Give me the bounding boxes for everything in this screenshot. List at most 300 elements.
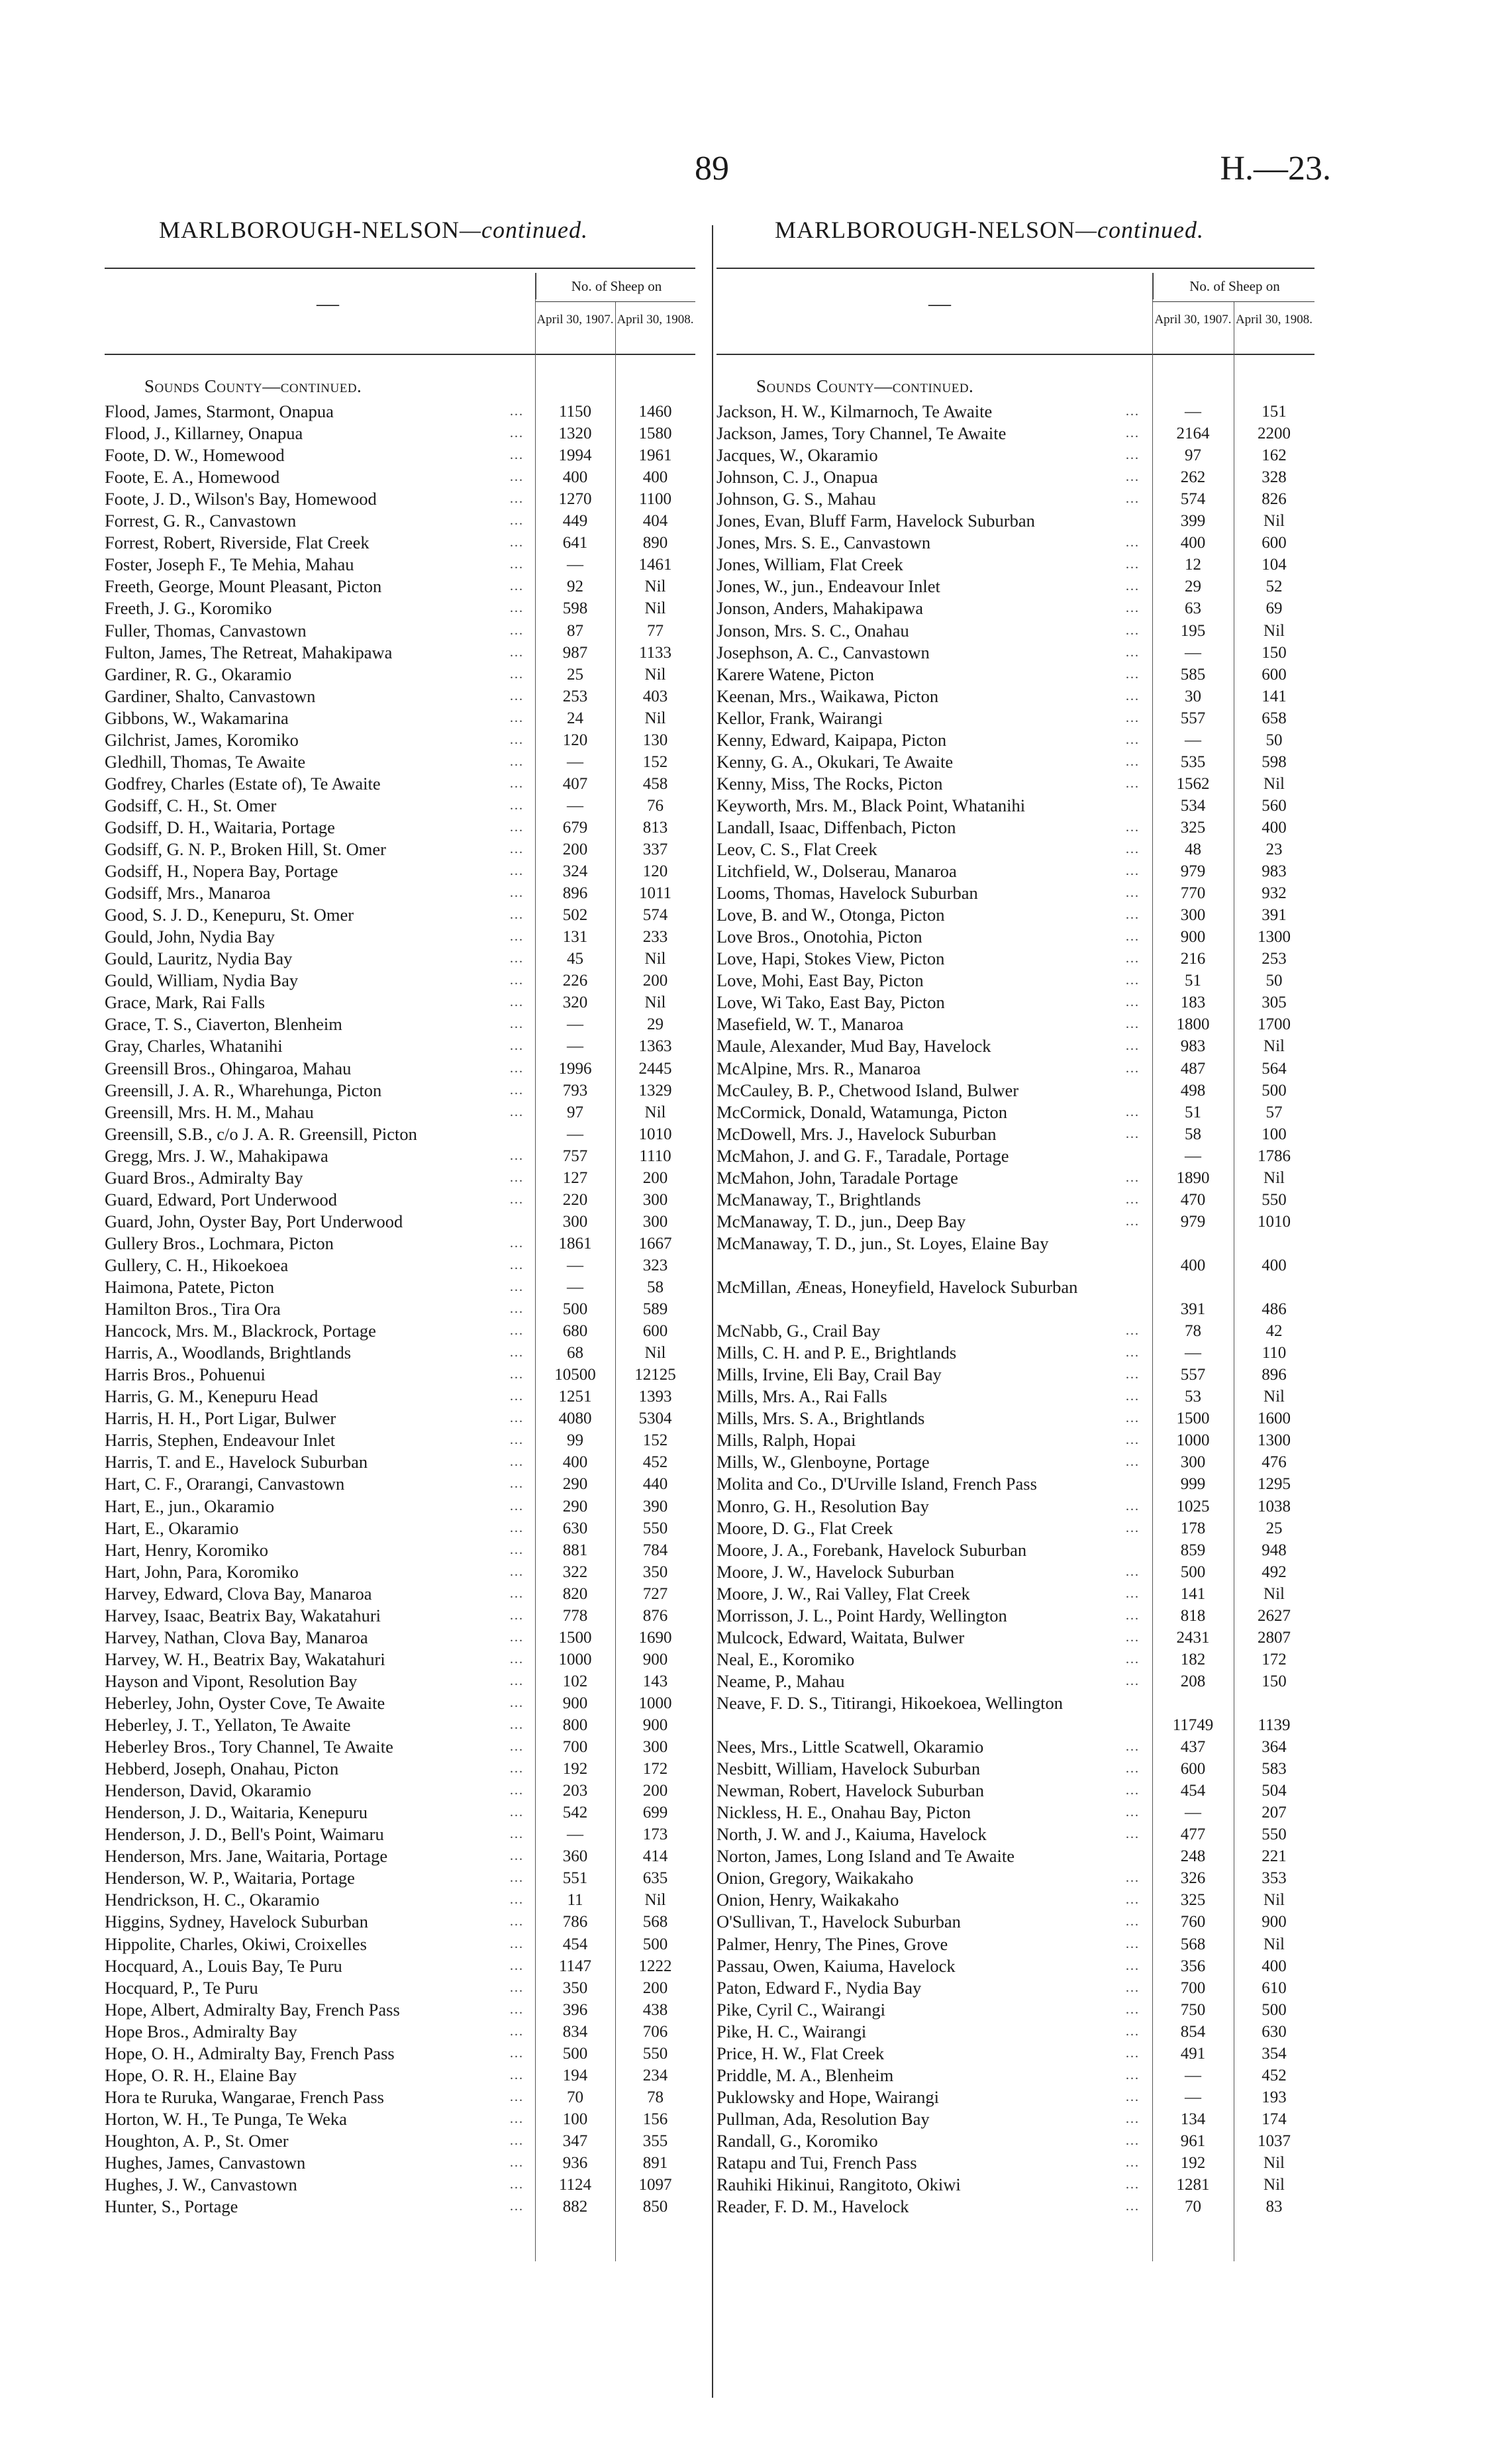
page-reference: H.—23. <box>1220 150 1331 187</box>
sheep-1907: 1500 <box>558 1628 592 1647</box>
sheep-1908: Nil <box>1263 1584 1285 1603</box>
sheep-1908: 583 <box>1262 1760 1287 1778</box>
sheep-1908: 1037 <box>1258 2131 1291 2150</box>
table-row <box>717 1058 1314 1080</box>
leader-dots: ... <box>510 1345 524 1360</box>
leader-dots: ... <box>1126 1761 1140 1776</box>
table-row <box>717 1102 1314 1123</box>
sheep-1908: 350 <box>642 1563 668 1581</box>
leader-dots: ... <box>1126 1039 1140 1054</box>
leader-dots: ... <box>1126 1871 1140 1886</box>
sheep-1908: 983 <box>1262 862 1287 881</box>
table-row <box>717 1670 1314 1692</box>
sheep-1908: 1000 <box>638 1694 672 1712</box>
sheep-1908: 58 <box>647 1278 664 1296</box>
sheep-1907: 1861 <box>558 1234 592 1253</box>
table-row <box>105 1255 695 1276</box>
leader-dots: ... <box>1126 2089 1140 2104</box>
sheep-1907: 131 <box>562 928 588 947</box>
table-row <box>105 664 695 686</box>
table-row <box>717 686 1314 707</box>
holder-name: Fulton, James, The Retreat, Mahakipawa <box>105 642 393 662</box>
table-row <box>105 1364 695 1386</box>
header-col1: April 30, 1907. <box>1154 313 1232 327</box>
holder-name: Mills, Irvine, Eli Bay, Crail Bay <box>717 1364 942 1385</box>
sheep-1908: 300 <box>642 1738 668 1757</box>
table-row <box>717 1276 1314 1320</box>
table-row <box>717 1889 1314 1911</box>
sheep-1908: 2200 <box>1258 425 1291 443</box>
sheep-1908: 50 <box>1265 972 1283 990</box>
sheep-1908: 600 <box>1262 665 1287 684</box>
sheep-1907: 350 <box>562 1978 588 1997</box>
table-row <box>105 1145 695 1167</box>
leader-dots: ... <box>1126 951 1140 966</box>
leader-dots: ... <box>510 1192 524 1207</box>
leader-dots: ... <box>1126 644 1140 660</box>
column-title-main: MARLBOROUGH-NELSON <box>775 217 1076 243</box>
sheep-1907: 78 <box>1185 1322 1201 1341</box>
sheep-1908: 69 <box>1265 599 1283 618</box>
sheep-1907: 100 <box>562 2110 588 2128</box>
holder-name: Godfrey, Charles (Estate of), Te Awaite <box>105 773 381 794</box>
table-row <box>105 597 695 619</box>
sheep-1908: 813 <box>642 818 668 837</box>
sheep-1907: 10500 <box>554 1366 596 1384</box>
table-row <box>717 488 1314 510</box>
sheep-1907: 53 <box>1185 1388 1201 1406</box>
table-row <box>717 2196 1314 2218</box>
holder-name: Hope, O. R. H., Elaine Bay <box>105 2065 297 2085</box>
sheep-1908: 172 <box>642 1760 668 1778</box>
leader-dots: ... <box>510 1739 524 1755</box>
leader-dots: ... <box>510 666 524 682</box>
table-row <box>105 2021 695 2043</box>
sheep-1907: 120 <box>562 731 588 749</box>
holder-name: Hayson and Vipont, Resolution Bay <box>105 1670 358 1691</box>
leader-dots: ... <box>1126 1805 1140 1820</box>
sheep-1908: 452 <box>642 1453 668 1472</box>
sheep-1908: 568 <box>642 1913 668 1931</box>
sheep-1908: 574 <box>642 906 668 925</box>
table-row <box>105 1780 695 1802</box>
holder-name: Nesbitt, William, Havelock Suburban <box>717 1759 981 1779</box>
leader-dots: ... <box>1126 1498 1140 1514</box>
sheep-1907: 4080 <box>558 1410 592 1428</box>
sheep-1907: 882 <box>562 2198 588 2216</box>
holder-name: Jonson, Anders, Mahakipawa <box>717 598 924 619</box>
leader-dots: ... <box>510 1761 524 1776</box>
sheep-1907: 983 <box>1180 1037 1206 1056</box>
holder-name: Pike, Cyril C., Wairangi <box>717 1999 885 2020</box>
holder-name: Kenny, Miss, The Rocks, Picton <box>717 773 943 794</box>
sheep-1908: 354 <box>1262 2044 1287 2063</box>
sheep-1907: — <box>1185 1147 1201 1165</box>
sheep-1908: Nil <box>1263 1168 1285 1187</box>
holder-name: Ratapu and Tui, French Pass <box>717 2153 917 2173</box>
holder-name: Mills, Ralph, Hopai <box>717 1430 856 1451</box>
leader-dots: ... <box>510 776 524 791</box>
sheep-1907: 92 <box>567 578 583 596</box>
sheep-1907: 183 <box>1180 994 1206 1012</box>
sheep-1907: 999 <box>1180 1475 1206 1494</box>
leader-dots: ... <box>1126 579 1140 594</box>
sheep-1908: 364 <box>1262 1738 1287 1757</box>
sheep-1908: Nil <box>644 709 666 727</box>
sheep-1908: 200 <box>642 1782 668 1800</box>
holder-name: Guard, Edward, Port Underwood <box>105 1189 338 1209</box>
leader-dots: ... <box>510 929 524 945</box>
leader-dots: ... <box>510 535 524 550</box>
sheep-1908: 390 <box>642 1497 668 1515</box>
sheep-1908: Nil <box>644 665 666 684</box>
leader-dots: ... <box>510 1367 524 1382</box>
holder-name: Grace, Mark, Rai Falls <box>105 992 266 1013</box>
leader-dots: ... <box>1126 2155 1140 2170</box>
leader-dots: ... <box>1126 426 1140 441</box>
sheep-1908: 550 <box>1262 1190 1287 1209</box>
table-row <box>717 1517 1314 1539</box>
sheep-1908: 156 <box>642 2110 668 2128</box>
leader-dots: ... <box>1126 973 1140 988</box>
leader-dots: ... <box>510 1323 524 1339</box>
holder-name: McManaway, T. D., jun., Deep Bay <box>717 1211 966 1231</box>
leader-dots: ... <box>510 1257 524 1272</box>
holder-name: Onion, Gregory, Waikakaho <box>717 1868 914 1888</box>
holder-name: Norton, James, Long Island and Te Awaite <box>717 1846 1015 1867</box>
leader-dots: ... <box>510 1433 524 1448</box>
leader-dots: ... <box>510 644 524 660</box>
table-row <box>717 642 1314 664</box>
holder-name: North, J. W. and J., Kaiuma, Havelock <box>717 1824 987 1845</box>
table-row <box>717 1473 1314 1495</box>
leader-dots: ... <box>510 470 524 485</box>
table-row <box>105 882 695 904</box>
leader-dots: ... <box>510 2024 524 2039</box>
leader-dots: ... <box>1126 535 1140 550</box>
sheep-1908: 850 <box>642 2198 668 2216</box>
table-row <box>717 1977 1314 1999</box>
table-row <box>717 795 1314 817</box>
column-title <box>775 216 1204 244</box>
leader-dots: ... <box>1126 688 1140 703</box>
leader-dots: ... <box>1126 2111 1140 2126</box>
sheep-1907: 248 <box>1180 1847 1206 1866</box>
sheep-1908: 1010 <box>1258 1212 1291 1231</box>
holder-name: Guard, John, Oyster Bay, Port Underwood <box>105 1211 403 1231</box>
table-row <box>717 1145 1314 1167</box>
table-row <box>105 948 695 970</box>
leader-dots: ... <box>510 907 524 923</box>
sheep-1908: 699 <box>642 1804 668 1822</box>
leader-dots: ... <box>510 1455 524 1470</box>
table-row <box>105 839 695 860</box>
sheep-1907: 12 <box>1185 556 1201 574</box>
table-row <box>105 860 695 882</box>
sheep-1907: 502 <box>562 906 588 925</box>
table-row <box>717 423 1314 444</box>
sheep-1908: 234 <box>642 2066 668 2084</box>
sheep-1907: 97 <box>567 1103 583 1121</box>
table-row <box>717 1649 1314 1670</box>
leader-dots: ... <box>1126 1827 1140 1842</box>
sheep-1908: 233 <box>642 928 668 947</box>
table-row <box>717 2065 1314 2086</box>
table-row <box>717 860 1314 882</box>
table-row <box>717 466 1314 488</box>
leader-dots: ... <box>510 404 524 419</box>
table-row <box>717 970 1314 992</box>
sheep-1907: 1270 <box>558 490 592 509</box>
holder-name: Foote, J. D., Wilson's Bay, Homewood <box>105 489 377 509</box>
holder-name: Freeth, J. G., Koromiko <box>105 598 272 619</box>
sheep-1908: 400 <box>642 468 668 487</box>
holder-name: Godsiff, Mrs., Manaroa <box>105 883 271 903</box>
holder-name: Houghton, A. P., St. Omer <box>105 2130 289 2151</box>
holder-name: Gullery Bros., Lochmara, Picton <box>105 1233 334 1253</box>
holder-name: Jones, Evan, Bluff Farm, Havelock Suburban <box>717 511 1035 531</box>
leader-dots: ... <box>1126 1980 1140 1995</box>
leader-dots: ... <box>1126 2177 1140 2192</box>
sheep-1908: 1600 <box>1258 1410 1291 1428</box>
sheep-1908: 151 <box>1262 403 1287 421</box>
table-row <box>717 1802 1314 1823</box>
holder-name: Mills, C. H. and P. E., Brightlands <box>717 1343 957 1363</box>
leader-dots: ... <box>510 1695 524 1710</box>
sheep-1908: 83 <box>1265 2198 1283 2216</box>
leader-dots: ... <box>1126 1017 1140 1032</box>
sheep-1908: 500 <box>1262 2000 1287 2019</box>
sheep-1908: Nil <box>1263 1891 1285 1910</box>
sheep-1907: 70 <box>567 2088 583 2106</box>
holder-name: Henderson, David, Okaramio <box>105 1780 312 1801</box>
table-row <box>105 466 695 488</box>
sheep-1908: 550 <box>1262 1825 1287 1844</box>
holder-name: Greensill, Mrs. H. M., Mahau <box>105 1102 314 1122</box>
header-col1: April 30, 1907. <box>536 313 614 327</box>
table-row <box>717 664 1314 686</box>
leader-dots: ... <box>1126 404 1140 419</box>
leader-dots: ... <box>510 1629 524 1645</box>
holder-name: Monro, G. H., Resolution Bay <box>717 1496 929 1516</box>
table-row <box>105 1605 695 1627</box>
table-row <box>105 620 695 642</box>
table-row <box>717 751 1314 773</box>
leader-dots: ... <box>510 2155 524 2170</box>
leader-dots: ... <box>1126 1629 1140 1645</box>
sheep-1908: 57 <box>1265 1103 1283 1121</box>
sheep-1908: 305 <box>1262 994 1287 1012</box>
sheep-1908: 1038 <box>1258 1497 1291 1515</box>
sheep-1908: 1300 <box>1258 1431 1291 1450</box>
sheep-1908: 207 <box>1262 1804 1287 1822</box>
table-row <box>105 1911 695 1933</box>
table-row <box>717 1080 1314 1102</box>
sheep-1908: Nil <box>1263 512 1285 531</box>
leader-dots: ... <box>1126 1936 1140 1951</box>
sheep-1908: 564 <box>1262 1059 1287 1078</box>
leader-dots: ... <box>510 491 524 507</box>
table-row <box>717 1167 1314 1189</box>
sheep-1907: 326 <box>1180 1869 1206 1888</box>
sheep-1908: 1363 <box>638 1037 672 1056</box>
table-row <box>105 1649 695 1670</box>
table-row <box>717 1123 1314 1145</box>
sheep-1907: 800 <box>562 1716 588 1734</box>
header-top-rule <box>717 268 1314 269</box>
sheep-1907: 961 <box>1180 2131 1206 2150</box>
header-col2: April 30, 1908. <box>1235 313 1313 327</box>
sheep-1908: 150 <box>1262 1672 1287 1690</box>
holder-name: Mills, Mrs. A., Rai Falls <box>717 1386 887 1407</box>
leader-dots: ... <box>510 951 524 966</box>
leader-dots: ... <box>510 1104 524 1119</box>
sheep-1907: 793 <box>562 1081 588 1100</box>
sheep-1908: 100 <box>1262 1125 1287 1143</box>
holder-name: Godsiff, H., Nopera Bay, Portage <box>105 861 338 882</box>
holder-name: Palmer, Henry, The Pines, Grove <box>717 1933 948 1954</box>
holder-name: Josephson, A. C., Canvastown <box>717 642 930 662</box>
holder-name: Jones, W., jun., Endeavour Inlet <box>717 576 940 597</box>
table-row <box>105 1714 695 1736</box>
table-row <box>105 1233 695 1255</box>
sheep-1907: 141 <box>1180 1584 1206 1603</box>
table-row <box>105 817 695 839</box>
sheep-1908: 550 <box>642 1519 668 1537</box>
sheep-1907: 391 <box>1180 1300 1206 1319</box>
table-row <box>105 1955 695 1977</box>
holder-name: Gilchrist, James, Koromiko <box>105 729 299 750</box>
holder-name: Flood, J., Killarney, Onapua <box>105 423 303 444</box>
sheep-1908: 174 <box>1262 2110 1287 2128</box>
table-row <box>105 1058 695 1080</box>
sheep-1907: 97 <box>1185 446 1201 465</box>
sheep-1907: 194 <box>562 2066 588 2084</box>
table-row <box>717 532 1314 554</box>
holder-name: Passau, Owen, Kaiuma, Havelock <box>717 1955 956 1976</box>
sheep-1907: — <box>567 1256 583 1274</box>
sheep-1907: — <box>567 1015 583 1034</box>
sheep-1907: 320 <box>562 994 588 1012</box>
sheep-1907: 208 <box>1180 1672 1206 1690</box>
table-row <box>717 817 1314 839</box>
table-row <box>105 773 695 795</box>
sheep-1907: 1147 <box>558 1957 592 1975</box>
table-row <box>717 948 1314 970</box>
leader-dots: ... <box>1126 470 1140 485</box>
holder-name: Leov, C. S., Flat Creek <box>717 839 877 859</box>
holder-name: Price, H. W., Flat Creek <box>717 2043 885 2063</box>
table-row <box>717 1539 1314 1561</box>
holder-name: Litchfield, W., Dolserau, Manaroa <box>717 861 957 882</box>
table-row <box>105 1627 695 1649</box>
table-row <box>717 1211 1314 1233</box>
leader-dots: ... <box>1126 732 1140 747</box>
sheep-1908: 172 <box>1262 1650 1287 1668</box>
table-row <box>105 795 695 817</box>
table-row <box>717 2043 1314 2065</box>
leader-dots: ... <box>1126 1958 1140 1973</box>
sheep-1907: — <box>567 796 583 815</box>
leader-dots: ... <box>510 557 524 572</box>
leader-dots: ... <box>510 1871 524 1886</box>
table-row <box>105 1583 695 1605</box>
sheep-1908: 452 <box>1262 2066 1287 2084</box>
table-row <box>717 1758 1314 1780</box>
holder-name: Haimona, Patete, Picton <box>105 1277 275 1297</box>
sheep-1907: 2164 <box>1176 425 1210 443</box>
holder-name: Hart, John, Para, Koromiko <box>105 1561 299 1582</box>
holder-name: Hart, Henry, Koromiko <box>105 1539 269 1560</box>
leader-dots: ... <box>510 1039 524 1054</box>
sheep-1907: 324 <box>562 862 588 881</box>
leader-dots: ... <box>1126 776 1140 791</box>
holder-name: Horton, W. H., Te Punga, Te Weka <box>105 2108 347 2129</box>
sheep-1908: 727 <box>642 1584 668 1603</box>
sheep-1908: 1667 <box>638 1234 672 1253</box>
sheep-1907: 356 <box>1180 1957 1206 1975</box>
holder-name: Foote, E. A., Homewood <box>105 467 280 488</box>
sheep-1907: 203 <box>562 1782 588 1800</box>
sheep-1908: 355 <box>642 2131 668 2150</box>
sheep-1908: 25 <box>1265 1519 1283 1537</box>
holder-name: McDowell, Mrs. J., Havelock Suburban <box>717 1123 997 1144</box>
column-title-suffix: —continued. <box>1075 217 1204 243</box>
leader-dots: ... <box>1126 1104 1140 1119</box>
sheep-1907: 400 <box>562 1453 588 1472</box>
holder-name: McMillan, Æneas, Honeyfield, Havelock Suburban <box>717 1277 1078 1297</box>
table-row <box>105 510 695 532</box>
holder-name: Henderson, Mrs. Jane, Waitaria, Portage <box>105 1846 388 1867</box>
holder-name: Neal, E., Koromiko <box>717 1649 855 1669</box>
sheep-1908: 221 <box>1262 1847 1287 1866</box>
table-row <box>105 1080 695 1102</box>
table-row <box>105 2065 695 2086</box>
table-row <box>717 1408 1314 1429</box>
table-row <box>105 2130 695 2152</box>
table-row <box>717 2086 1314 2108</box>
sheep-1908: 440 <box>642 1475 668 1494</box>
sheep-1908: 42 <box>1265 1322 1283 1341</box>
table-row <box>105 1561 695 1583</box>
holder-name: Jackson, H. W., Kilmarnoch, Te Awaite <box>717 401 993 421</box>
holder-name: Hendrickson, H. C., Okaramio <box>105 1890 320 1910</box>
sheep-1908: 948 <box>1262 1541 1287 1559</box>
table-row <box>105 2152 695 2174</box>
holder-name: Onion, Henry, Waikakaho <box>717 1890 899 1910</box>
sheep-1907: 437 <box>1180 1738 1206 1757</box>
leader-dots: ... <box>510 1608 524 1623</box>
sheep-1907: 500 <box>562 1300 588 1319</box>
leader-dots: ... <box>510 2133 524 2148</box>
sheep-1907: — <box>567 1825 583 1844</box>
sheep-1908: 900 <box>1262 1913 1287 1931</box>
table-row <box>717 554 1314 576</box>
sheep-1907: — <box>1185 1344 1201 1362</box>
sheep-1907: 24 <box>567 709 583 727</box>
sheep-1908: 2807 <box>1258 1628 1291 1647</box>
table-row <box>105 576 695 597</box>
table-row <box>105 751 695 773</box>
sheep-1907: 1996 <box>558 1059 592 1078</box>
leader-dots: ... <box>1126 557 1140 572</box>
table-row <box>105 1298 695 1320</box>
leader-dots: ... <box>510 448 524 463</box>
table-row <box>717 1692 1314 1736</box>
table-row <box>717 839 1314 860</box>
leader-dots: ... <box>1126 2199 1140 2214</box>
holder-name: Paton, Edward F., Nydia Bay <box>717 1977 922 1998</box>
